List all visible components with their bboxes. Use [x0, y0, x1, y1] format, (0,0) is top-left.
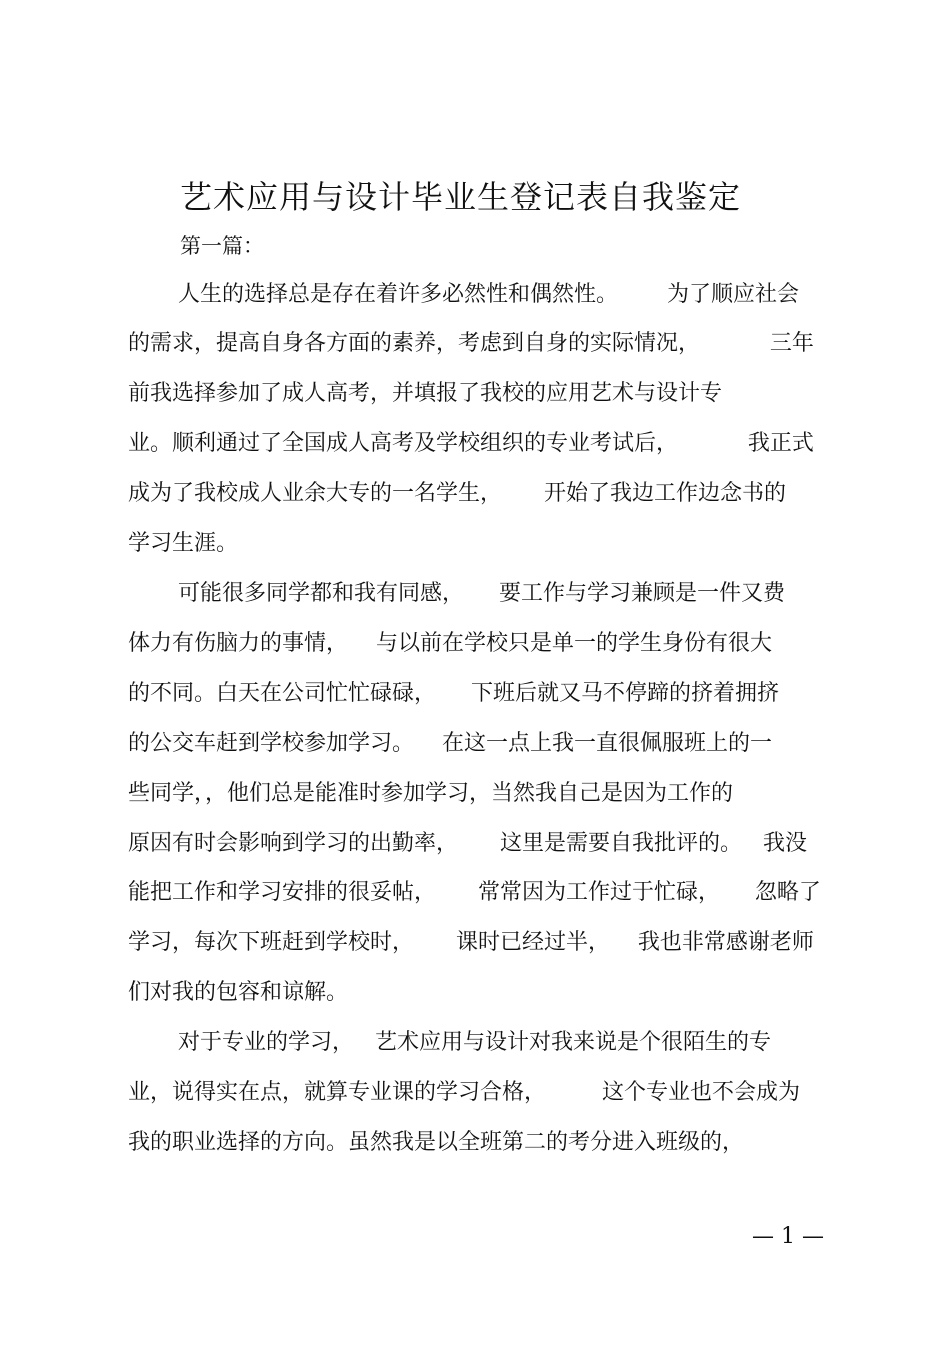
paragraph-line: 的需求，提高自身各方面的素养，考虑到自身的实际情况， 三年 [128, 331, 814, 356]
paragraph-line: 可能很多同学都和我有同感， 要工作与学习兼顾是一件又费 [178, 581, 785, 606]
paragraph-line: 业，说得实在点，就算专业课的学习合格， 这个专业也不会成为 [128, 1080, 800, 1105]
paragraph-line: 业。顺利通过了全国成人高考及学校组织的专业考试后， 我正式 [128, 431, 814, 456]
paragraph-line: 学习生涯。 [128, 531, 239, 556]
paragraph-line: 们对我的包容和谅解。 [128, 980, 349, 1005]
paragraph-line: 人生的选择总是存在着许多必然性和偶然性。 为了顺应社会 [178, 282, 799, 307]
paragraph-line: 原因有时会影响到学习的出勤率， 这里是需要自我批评的。 我没 [128, 831, 807, 856]
paragraph-line: 学习，每次下班赶到学校时， 课时已经过半， 我也非常感谢老师 [128, 930, 814, 955]
paragraph-line: 的公交车赶到学校参加学习。 在这一点上我一直很佩服班上的一 [128, 731, 772, 756]
paragraph-line: 成为了我校成人业余大专的一名学生， 开始了我边工作边念书的 [128, 481, 786, 506]
page-number: — 1 — [752, 1224, 824, 1249]
paragraph-line: 体力有伤脑力的事情， 与以前在学校只是单一的学生身份有很大 [128, 631, 772, 656]
paragraph-line: 我的职业选择的方向。虽然我是以全班第二的考分进入班级的， [128, 1130, 745, 1155]
section-label: 第一篇： [180, 234, 264, 258]
paragraph-line: 能把工作和学习安排的很妥帖， 常常因为工作过于忙碌， 忽略了 [128, 880, 821, 905]
paragraph-line: 前我选择参加了成人高考，并填报了我校的应用艺术与设计专 [128, 381, 723, 406]
paragraph-line: 些同学，，他们总是能准时参加学习，当然我自己是因为工作的 [128, 781, 734, 806]
document-title: 艺术应用与设计毕业生登记表自我鉴定 [180, 178, 742, 216]
paragraph-line: 的不同。白天在公司忙忙碌碌， 下班后就又马不停蹄的挤着拥挤 [128, 681, 779, 706]
paragraph-line: 对于专业的学习， 艺术应用与设计对我来说是个很陌生的专 [178, 1030, 771, 1055]
